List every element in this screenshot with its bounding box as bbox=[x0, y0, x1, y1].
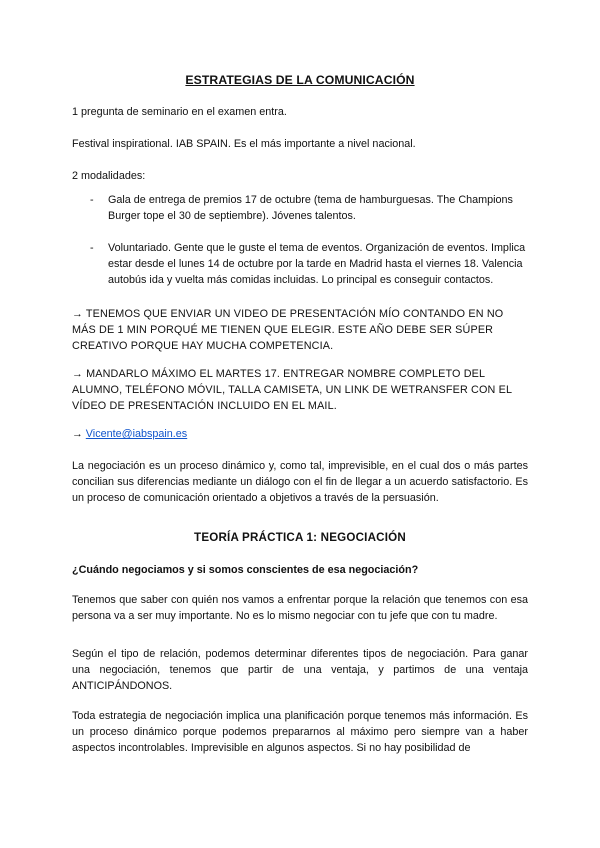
note-video: → TENEMOS QUE ENVIAR UN VIDEO DE PRESENTACIÓN MÍO CONTANDO EN NO MÁS DE 1 MIN PORQUÉ ME TIENEN QUE ELEGIR. ESTE AÑO DEBE SER SÚPER CREATIVO PORQUE HAY MUCHA COMPETENCIA. bbox=[72, 308, 504, 352]
paragraph-relacion: Tenemos que saber con quién nos vamos a enfrentar porque la relación que tenemos con esa persona va a ser muy importante. No es lo mismo negociar con tu jefe que con tu madre. bbox=[72, 594, 528, 622]
contact-line bbox=[72, 426, 528, 442]
paragraph-seminar: 1 pregunta de seminario en el examen entra. bbox=[72, 106, 287, 118]
list-item-gala bbox=[90, 192, 528, 224]
paragraph-tipos-negociacion: Según el tipo de relación, podemos determinar diferentes tipos de negociación. Para ganar una negociación, tenemos que partir de una ventaja, y partimos de una ventaja ANTICIPÁNDONOS. bbox=[72, 648, 528, 692]
section-title: TEORÍA PRÁCTICA 1: NEGOCIACIÓN bbox=[194, 531, 406, 544]
paragraph-modalidades: 2 modalidades: bbox=[72, 170, 146, 182]
note-deadline: → MANDARLO MÁXIMO EL MARTES 17. ENTREGAR NOMBRE COMPLETO DEL ALUMNO, TELÉFONO MÓVIL, TALLA CAMISETA, UN LINK DE WETRANSFER CON EL VÍDEO DE PRESENTACIÓN INCLUIDO EN EL MAIL. bbox=[72, 368, 512, 412]
list-item-text: Voluntariado. Gente que le guste el tema de eventos. Organización de eventos. Implica estar desde el lunes 14 de octubre por la tarde en Madrid hasta el viernes 18. Valencia autobús ida y vuelta más comidas incluidas. Lo principal es conseguir contactos. bbox=[108, 242, 526, 286]
paragraph-festival: Festival inspirational. IAB SPAIN. Es el más importante a nivel nacional. bbox=[72, 138, 416, 150]
paragraph-negociacion-definicion: La negociación es un proceso dinámico y, como tal, imprevisible, en el cual dos o más partes concilian sus diferencias mediante un diálogo con el fin de llegar a un acuerdo satisfactorio. Es un proceso de comunicación orientado a objetivos a través de la persuasión. bbox=[72, 460, 528, 504]
list-item-voluntariado bbox=[90, 240, 528, 288]
list-item-text: Gala de entrega de premios 17 de octubre (tema de hamburguesas. The Champions Burger tope el 30 de septiembre). Jóvenes talentos. bbox=[108, 194, 513, 222]
bullet-dash: - bbox=[90, 194, 94, 206]
paragraph-estrategia: Toda estrategia de negociación implica una planificación porque tenemos más información. Es un proceso dinámico porque podemos prepararnos al máximo pero siempre van a haber aspectos incontrolables. Imprevisible en algunos aspectos. Si no hay posibilidad de bbox=[72, 710, 528, 754]
arrow-icon: → bbox=[72, 428, 83, 440]
question-heading: ¿Cuándo negociamos y si somos conscientes de esa negociación? bbox=[72, 564, 419, 576]
contact-email-link[interactable]: Vicente@iabspain.es bbox=[85, 428, 188, 440]
bullet-dash: - bbox=[90, 242, 94, 254]
document-title: ESTRATEGIAS DE LA COMUNICACIÓN bbox=[185, 73, 415, 87]
